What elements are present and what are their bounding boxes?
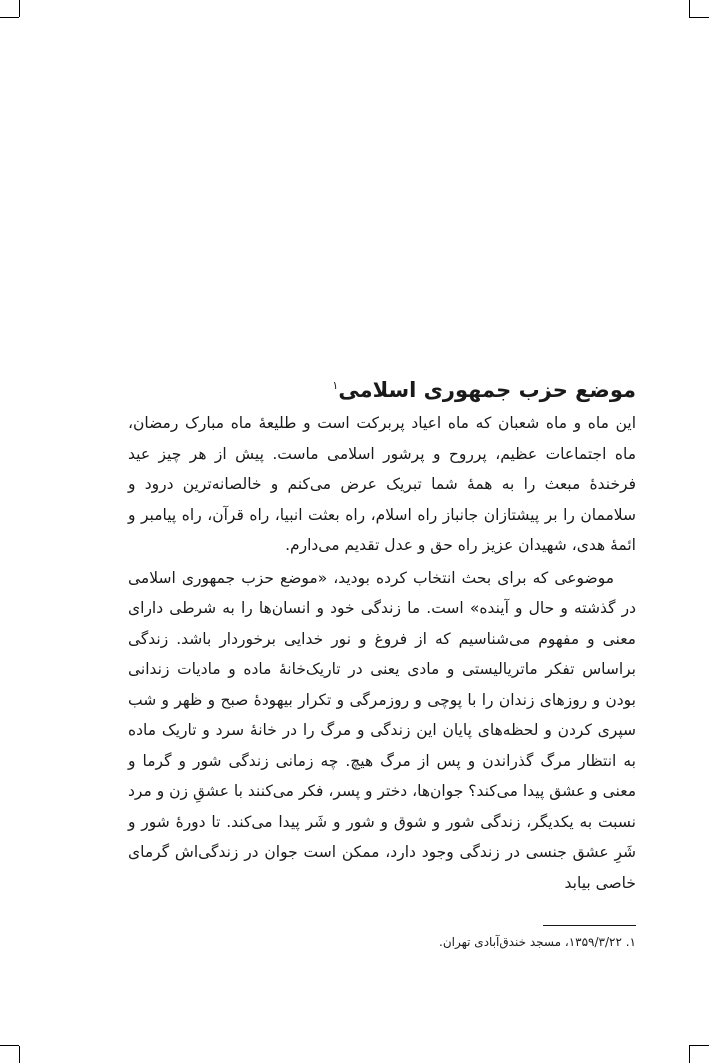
chapter-title-text: موضع حزب جمهوری اسلامی	[338, 378, 636, 402]
crop-mark-bottom-left-v	[19, 1046, 20, 1063]
chapter-title	[128, 368, 636, 408]
crop-mark-top-left-v	[19, 0, 20, 17]
crop-mark-bottom-right-h	[689, 1045, 709, 1046]
paragraph-2: موضوعی که برای بحث انتخاب کرده بودید، «موضع حزب جمهوری اسلامی در گذشته و حال و آینده» است. ما زندگی خود و انسان‌ها را به شرطی دارای معنی و مفهوم می‌شناسیم که از فروغ و نور خدایی برخوردار باشد. زندگی براساس تفکر ماتریالیستی و مادی یعنی در تاریک‌خانهٔ ماده و مادیات زندانی بودن و روزهای زندان را با پوچی و روزمرگی و تکرار بیهودهٔ صبح و ظهر و شب سپری کردن و لحظه‌های پایان این زندگی و مرگ را در خانهٔ سرد و تاریک ماده به انتظار مرگ گذراندن و پس از مرگ هیچ. چه زمانی زندگی شور و گرما و معنی و عشق پیدا می‌کند؟ جوان‌ها، دختر و پسر، فکر می‌کنند با عشقِ زن و مرد نسبت به یکدیگر، زندگی شور و شوق و شور و شَر پیدا می‌کند. تا دورهٔ شور و شَرِ عشق جنسی در زندگی وجود دارد، ممکن است جوان در زندگی‌اش گرمای خاصی بیابد	[128, 568, 636, 892]
footnote-divider	[543, 925, 636, 926]
page-body	[128, 368, 636, 898]
footnote-reference: ۱	[332, 379, 339, 392]
crop-mark-top-right-h	[689, 17, 709, 18]
crop-mark-top-left-h	[0, 17, 19, 18]
crop-mark-bottom-right-v	[689, 1046, 690, 1063]
crop-mark-top-right-v	[689, 0, 690, 17]
crop-mark-bottom-left-h	[0, 1045, 19, 1046]
footnote: ۱. ۱۳۵۹/۳/۲۲، مسجد خندق‌آبادی تهران.	[439, 935, 636, 949]
paragraph-1: این ماه و ماه شعبان که ماه اعیاد پربرکت است و طلیعهٔ ماه مبارک رمضان، ماه اجتماعات عظیم، پرروح و پرشور اسلامی ماست. پیش از هر چیز عید فرخندهٔ مبعث را به همهٔ شما تبریک عرض می‌کنم و خالصانه‌ترین درود و سلاممان را بر پیشتازان جانباز راه اسلام، راه بعثت انبیا، راه قرآن، راه پیامبر و ائمهٔ هدی، شهیدان عزیز راه حق و عدل تقدیم می‌دارم.	[128, 414, 636, 554]
